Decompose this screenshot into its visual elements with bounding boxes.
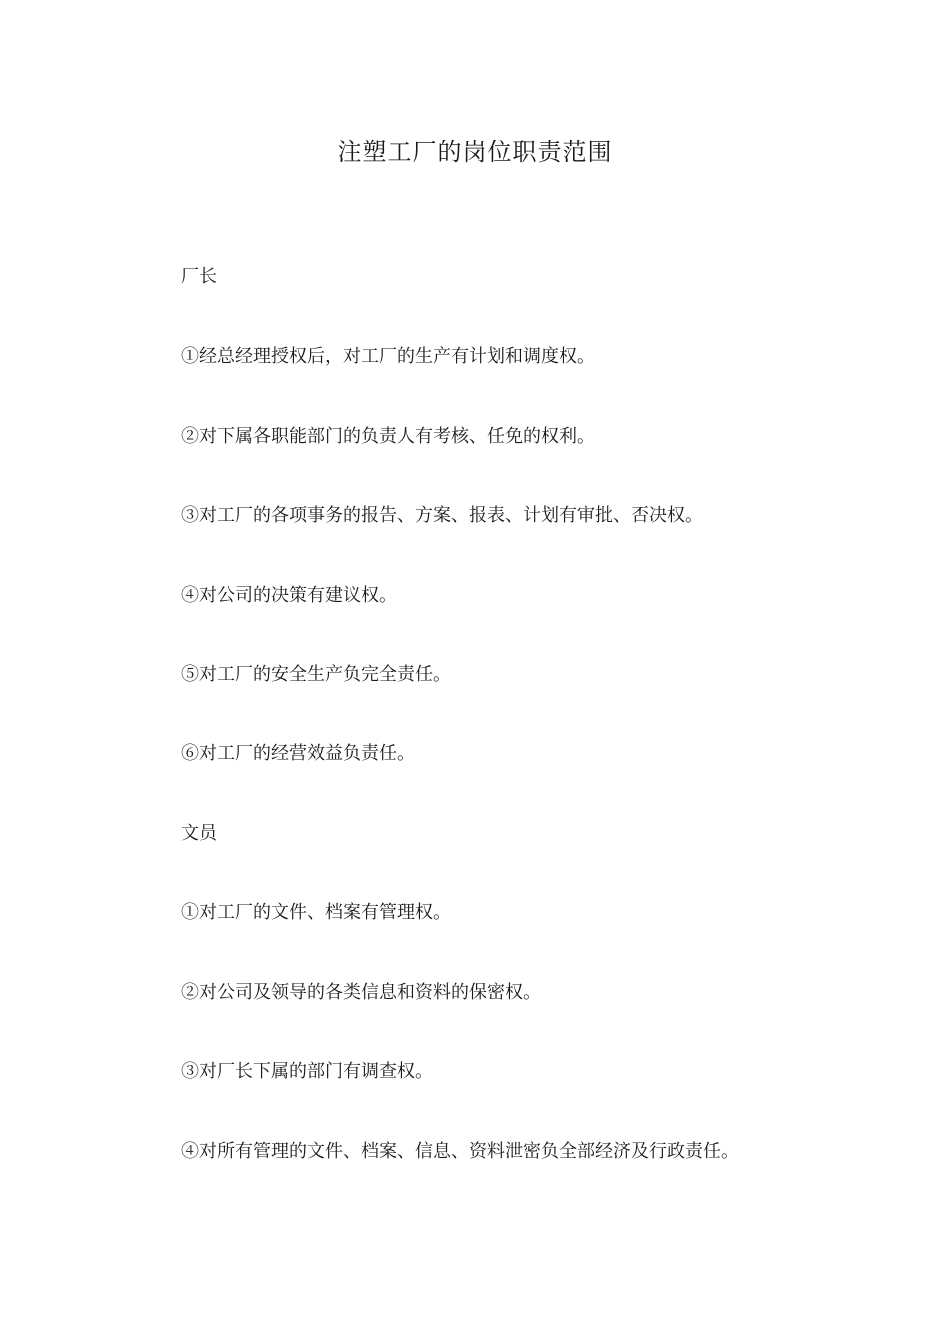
list-item: ⑤对工厂的安全生产负完全责任。	[181, 664, 451, 685]
list-item: ②对下属各职能部门的负责人有考核、任免的权利。	[181, 426, 595, 447]
list-item: ③对工厂的各项事务的报告、方案、报表、计划有审批、否决权。	[181, 505, 703, 526]
list-item: ②对公司及领导的各类信息和资料的保密权。	[181, 982, 541, 1003]
list-item: ③对厂长下属的部门有调查权。	[181, 1061, 433, 1082]
list-item: ①对工厂的文件、档案有管理权。	[181, 902, 451, 923]
list-item: ⑥对工厂的经营效益负责任。	[181, 743, 415, 764]
list-item: ①经总经理授权后，对工厂的生产有计划和调度权。	[181, 346, 595, 367]
list-item: ④对所有管理的文件、档案、信息、资料泄密负全部经济及行政责任。	[181, 1141, 739, 1162]
page-title: 注塑工厂的岗位职责范围	[337, 138, 613, 166]
section-heading-clerk: 文员	[181, 823, 217, 844]
section-heading-factory-director: 厂长	[181, 266, 217, 287]
list-item: ④对公司的决策有建议权。	[181, 585, 397, 606]
